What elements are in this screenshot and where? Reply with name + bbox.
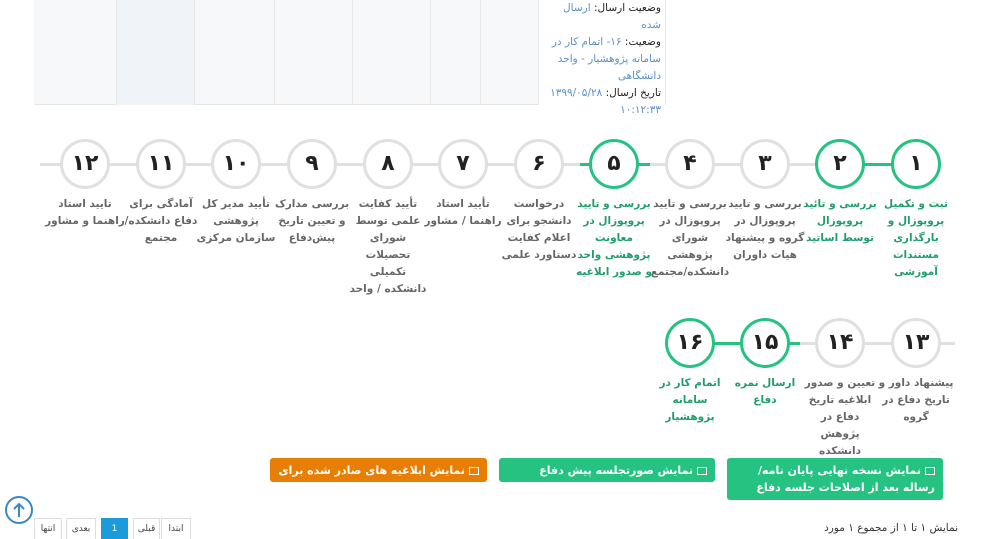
notices-button[interactable] [270, 458, 487, 494]
table-cell [430, 0, 480, 105]
first-page-button[interactable]: ابتدا [161, 518, 191, 539]
next-page-button[interactable]: بعدی [66, 518, 96, 539]
step-label: اتمام کار در سامانه پژوهشیار [659, 377, 721, 423]
step-number: ۱۲ [60, 139, 110, 189]
step-number: ۴ [665, 139, 715, 189]
step-label: تایید استاد راهنما و مشاور [45, 198, 125, 227]
step-14[interactable] [800, 318, 880, 460]
step-7[interactable] [423, 139, 503, 230]
last-page-button[interactable]: انتها [34, 518, 62, 539]
pre-defense-button[interactable] [499, 458, 715, 482]
step-3[interactable] [725, 139, 805, 264]
step-11[interactable] [121, 139, 201, 247]
final-version-label: نمایش نسخه نهایی پایان نامه/رساله بعد از اصلاحات جلسه دفاع [756, 464, 935, 494]
step-6[interactable] [499, 139, 579, 264]
step-number: ۱ [891, 139, 941, 189]
scroll-top-button[interactable] [5, 496, 33, 524]
step-1[interactable] [876, 139, 956, 281]
step-label: ثبت و تکمیل پروپوزال و بارگذاری مستندات آموزشی [884, 198, 948, 278]
step-label: ارسال نمره دفاع [734, 377, 796, 406]
prev-page-button[interactable]: قبلی [133, 518, 160, 539]
status-cell [538, 0, 666, 116]
step-label: بررسی و تایید پروپوزال در معاونت پژوهشی واحد و صدور ابلاغیه [576, 198, 652, 278]
step-9[interactable] [272, 139, 352, 247]
table-cell [352, 0, 430, 105]
card-icon [469, 467, 479, 475]
step-number: ۵ [589, 139, 639, 189]
table-cell [666, 0, 954, 105]
pagination-info: نمایش ۱ تا ۱ از مجموع ۱ مورد [824, 522, 958, 534]
step-4[interactable] [650, 139, 730, 281]
step-label: تأیید استاد راهنما / مشاور [424, 198, 502, 227]
step-label: بررسی مدارک و تعیین تاریخ پیش‌دفاع [274, 198, 350, 244]
step-label: پیشنهاد داور و تاریخ دفاع در گروه [878, 377, 954, 423]
step-number: ۱۴ [815, 318, 865, 368]
pre-defense-label: نمایش صورتجلسه پیش دفاع [539, 464, 693, 477]
table-cell [480, 0, 538, 105]
step-15[interactable] [725, 318, 805, 409]
step-label: درخواست دانشجو برای اعلام کفایت دستاورد علمی [501, 198, 577, 261]
date-label: تاریخ ارسال: [605, 87, 661, 99]
final-version-button[interactable] [727, 458, 943, 500]
step-number: ۷ [438, 139, 488, 189]
table-icon [925, 467, 935, 475]
step-number: ۱۵ [740, 318, 790, 368]
page-1-button[interactable]: 1 [101, 518, 128, 539]
step-number: ۸ [363, 139, 413, 189]
state-label: وضعیت: [624, 36, 661, 48]
step-number: ۱۱ [136, 139, 186, 189]
step-number: ۹ [287, 139, 337, 189]
step-label: تعیین و صدور ابلاغیه تاریخ دفاع در پژوهش دانشکده [804, 377, 876, 457]
step-number: ۱۰ [211, 139, 261, 189]
step-2[interactable] [800, 139, 880, 247]
step-5[interactable] [574, 139, 654, 281]
date-value: ۱۳۹۹/۰۵/۲۸ ۱۰:۱۲:۳۳ [550, 87, 661, 116]
step-label: آمادگی برای دفاع دانشکده/مجتمع [124, 198, 198, 244]
table-cell [194, 0, 274, 105]
notices-label: نمایش ابلاغیه های صادر شده برای شما [278, 464, 479, 494]
step-10[interactable] [196, 139, 276, 247]
table-cell [274, 0, 352, 105]
send-status-value: ارسال شده [563, 2, 661, 31]
table-cell [116, 0, 194, 105]
step-number: ۱۳ [891, 318, 941, 368]
step-number: ۶ [514, 139, 564, 189]
step-12[interactable] [45, 139, 125, 230]
state-value: ۱۶- اتمام کار در سامانه پژوهشیار - واحد دانشگاهی [551, 36, 661, 82]
send-status-label: وضعیت ارسال: [593, 2, 661, 14]
step-number: ۱۶ [665, 318, 715, 368]
step-label: تأیید مدیر کل پژوهشی سازمان مرکزی [196, 198, 276, 244]
step-number: ۲ [815, 139, 865, 189]
step-number: ۳ [740, 139, 790, 189]
table-icon [697, 467, 707, 475]
arrow-up-icon [12, 502, 26, 518]
step-16[interactable] [650, 318, 730, 426]
step-label: بررسی و تایید پروپوزال در شورای پژوهشی دانشکده/مجتمع [650, 198, 730, 278]
step-label: بررسی و تایید پروپوزال در گروه و پیشنهاد هیات داوران [725, 198, 805, 261]
step-label: بررسی و تائید پروپوزال توسط اساتید [803, 198, 877, 244]
step-13[interactable] [876, 318, 956, 426]
step-label: تأیید کفایت علمی توسط شورای تحصیلات تکمیلی دانشکده / واحد [349, 198, 427, 295]
